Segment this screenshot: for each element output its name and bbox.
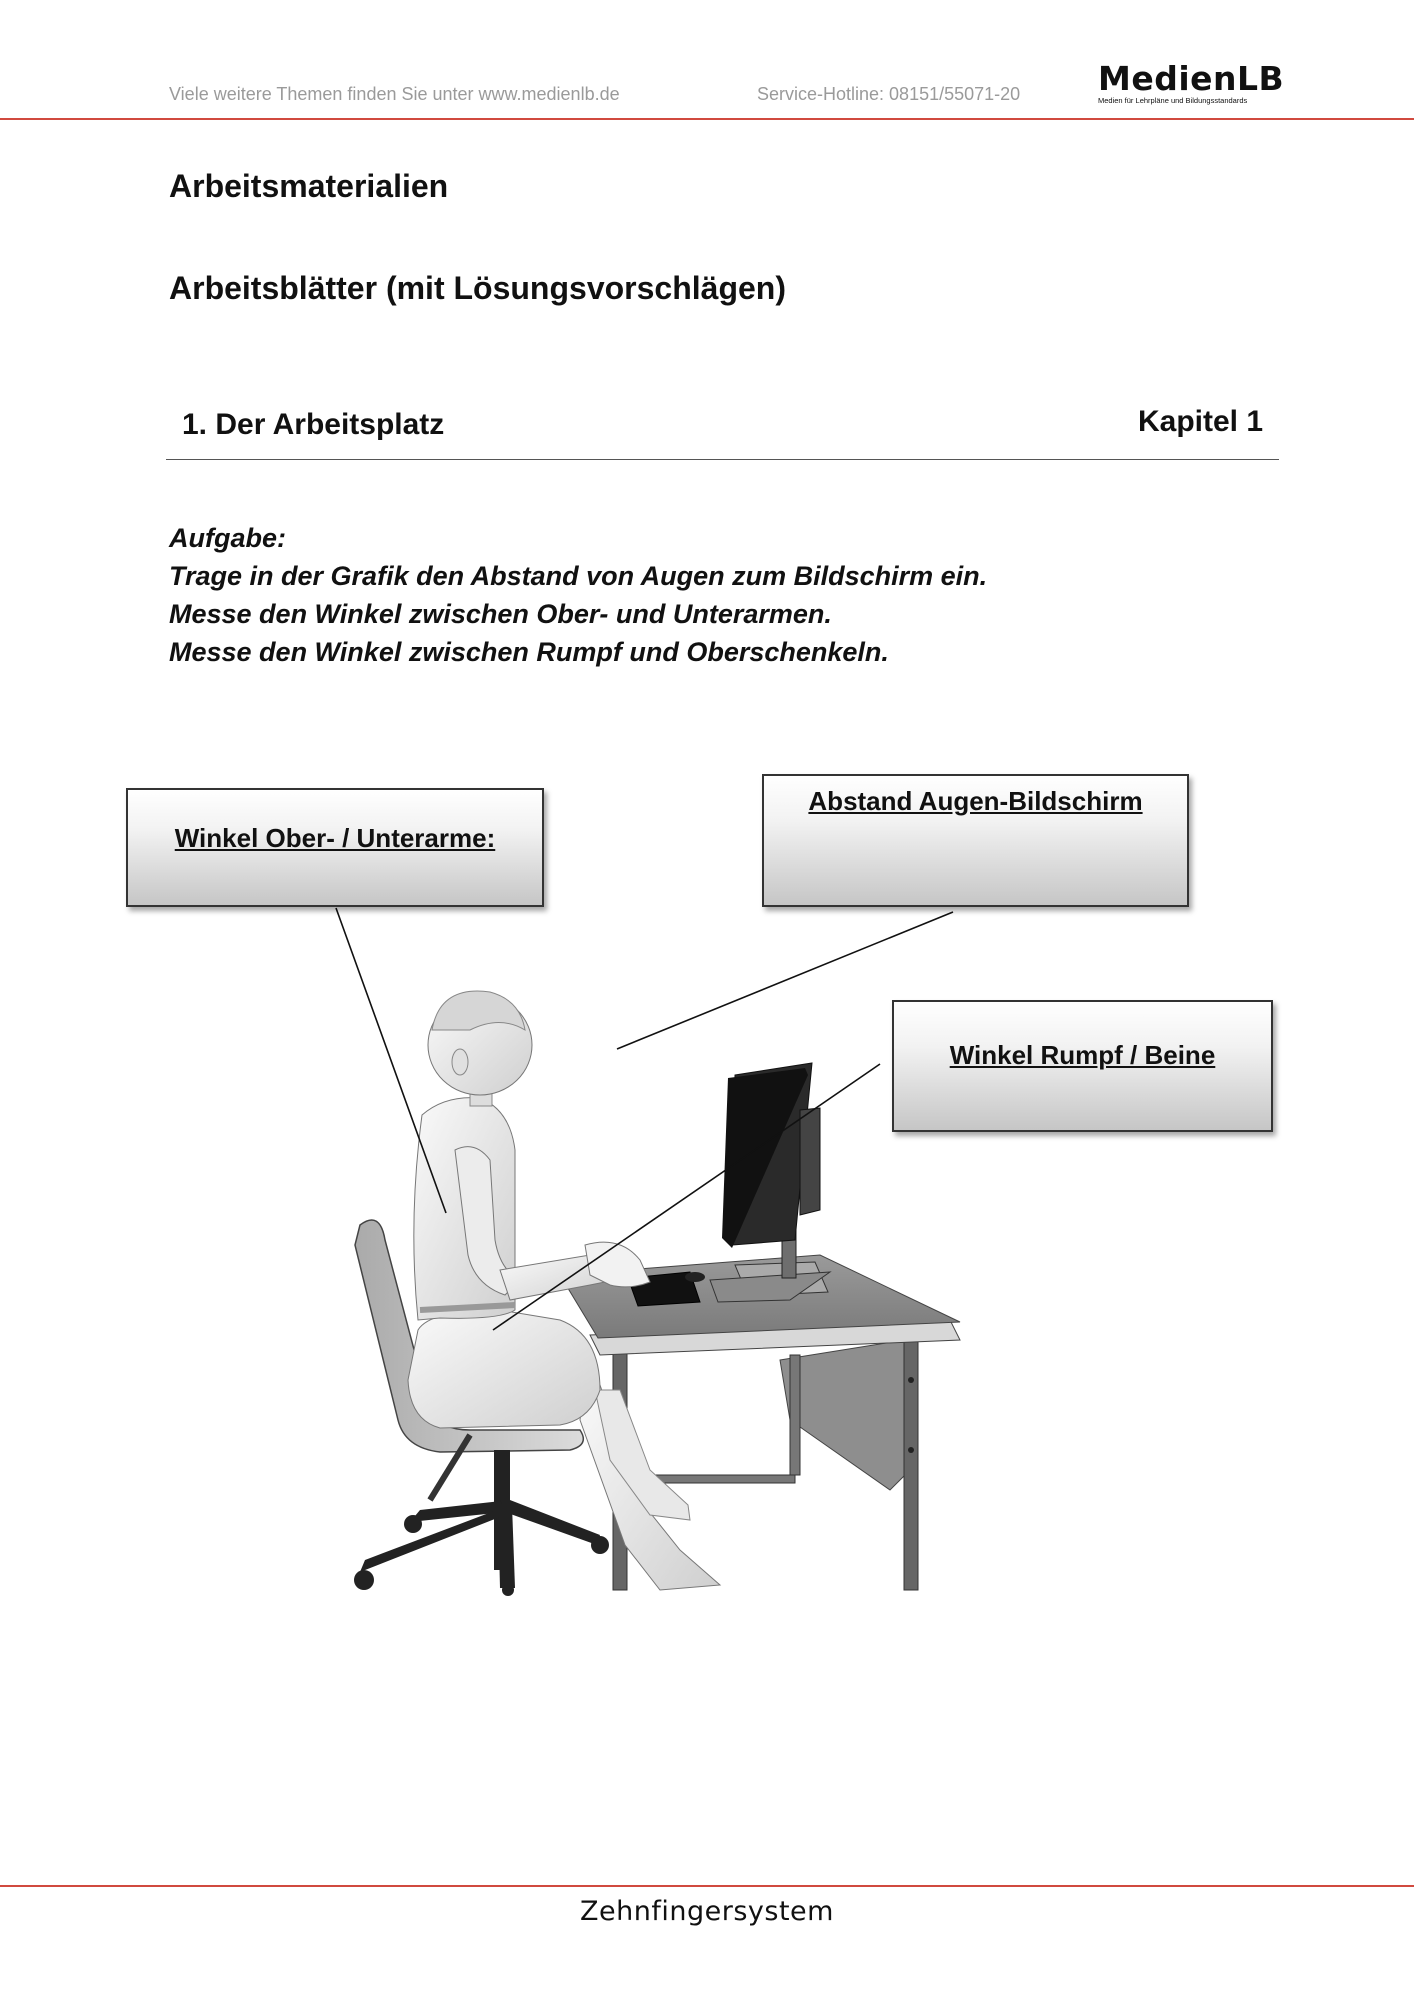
logo-tagline: Medien für Lehrpläne und Bildungsstandards [1098, 96, 1248, 105]
document-subtitle: Arbeitsblätter (mit Lösungsvorschlägen) [169, 270, 786, 306]
label-box-arm-angle[interactable] [126, 788, 544, 907]
task-line-1: Trage in der Grafik den Abstand von Augen zum Bildschirm ein. [169, 561, 988, 591]
logo-name: MedienLB [1098, 59, 1285, 98]
task-line-2: Messe den Winkel zwischen Ober- und Unterarmen. [169, 599, 832, 629]
label-torso-legs: Winkel Rumpf / Beine [949, 1040, 1216, 1070]
chapter-label: Kapitel 1 [1138, 405, 1264, 438]
label-box-torso-legs[interactable] [892, 1000, 1273, 1132]
header-website-text: Viele weitere Themen finden Sie unter www.medienlb.de [169, 84, 620, 104]
pointer-line-arm-angle [336, 908, 446, 1213]
label-arm-angle: Winkel Ober- / Unterarme: [174, 823, 496, 853]
section-title: 1. Der Arbeitsplatz [182, 408, 445, 441]
task-line-3: Messe den Winkel zwischen Rumpf und Oberschenkeln. [169, 637, 889, 667]
footer-divider [0, 1885, 1414, 1887]
header-hotline-text: Service-Hotline: 08151/55071-20 [757, 84, 1021, 104]
label-box-eye-distance[interactable] [762, 774, 1189, 907]
label-eye-distance: Abstand Augen-Bildschirm [808, 786, 1143, 816]
document-title: Arbeitsmaterialien [169, 168, 449, 204]
footer-text: Zehnfingersystem [580, 1896, 834, 1927]
task-heading: Aufgabe: [169, 523, 286, 553]
